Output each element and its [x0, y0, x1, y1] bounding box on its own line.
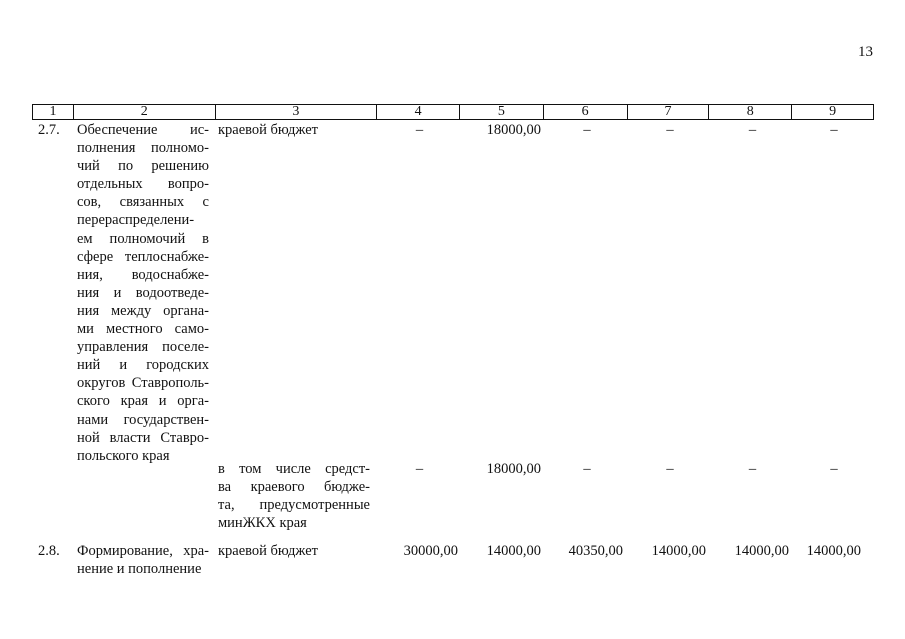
- header-col-7: 7: [627, 105, 709, 119]
- header-col-5: 5: [459, 105, 543, 119]
- row-name: [77, 542, 209, 578]
- value-col-4: 30000,00: [403, 543, 458, 559]
- row-name-line: ния и водоотведе-: [77, 284, 209, 301]
- value-col-6: 40350,00: [568, 543, 623, 559]
- row-name-line: нение и пополнение: [77, 561, 202, 578]
- row-name-line: сфере теплоснабже-: [77, 248, 209, 265]
- header-col-8: 8: [708, 105, 791, 119]
- header-col-4: 4: [376, 105, 459, 119]
- row-name-line: нами государствен-: [77, 411, 209, 428]
- value-col-7: 14000,00: [651, 543, 706, 559]
- row-name-line: Формирование, хра-: [77, 543, 209, 559]
- row-name-line: ского края и орга-: [77, 393, 209, 410]
- row-number: 2.7.: [38, 122, 60, 138]
- row-name-line: сов, связанных с: [77, 194, 209, 211]
- row-name-line: ния, водоснабже-: [77, 266, 209, 283]
- header-col-3: 3: [215, 105, 377, 119]
- header-col-1: 1: [49, 104, 57, 119]
- row-name-line: ний и городских: [77, 357, 209, 374]
- row-source: краевой бюджет: [218, 543, 318, 559]
- source-detail-line: та, предусмотренные: [218, 497, 370, 514]
- row-source: краевой бюджет: [218, 122, 318, 138]
- row-name: [77, 121, 209, 465]
- row-name-line: польского края: [77, 447, 170, 464]
- row-name-line: Обеспечение ис-: [77, 122, 209, 138]
- value-col-8: –: [748, 461, 757, 477]
- value-col-6: –: [583, 122, 591, 138]
- value-col-7: –: [666, 122, 674, 138]
- value-col-4: –: [415, 461, 424, 477]
- row-name-line: округов Ставрополь-: [77, 375, 209, 392]
- source-detail-line: минЖКХ края: [218, 515, 307, 532]
- row-name-line: ем полномочий в: [77, 230, 209, 247]
- value-col-8: 14000,00: [734, 543, 789, 559]
- row-name-line: отдельных вопро-: [77, 176, 209, 193]
- row-name-line: чий по решению: [77, 158, 209, 175]
- value-col-5: 14000,00: [486, 543, 541, 559]
- value-col-7: –: [666, 461, 674, 477]
- source-detail-line: ва краевого бюдже-: [218, 479, 370, 496]
- value-col-5: 18000,00: [486, 122, 541, 138]
- value-col-4: –: [415, 122, 424, 138]
- source-detail-line: в том числе средст-: [218, 461, 370, 477]
- header-col-6: 6: [543, 105, 627, 119]
- value-col-9: –: [830, 461, 838, 477]
- value-col-5: 18000,00: [486, 461, 541, 477]
- page-number: 13: [858, 44, 873, 60]
- row-source-detail: [218, 460, 370, 532]
- value-col-8: –: [748, 122, 757, 138]
- table-header-row: [32, 104, 874, 120]
- row-name-line: перераспределени-: [77, 212, 195, 229]
- value-col-9: –: [830, 122, 838, 138]
- row-name-line: полнения полномо-: [77, 140, 209, 157]
- value-col-9: 14000,00: [806, 543, 861, 559]
- header-col-9: 9: [791, 105, 873, 119]
- row-name-line: ной власти Ставро-: [77, 429, 209, 446]
- row-number: 2.8.: [38, 543, 60, 559]
- header-col-2: 2: [73, 105, 215, 119]
- row-name-line: ми местного само-: [77, 321, 209, 338]
- row-name-line: ния между органа-: [77, 302, 209, 319]
- value-col-6: –: [583, 461, 591, 477]
- row-name-line: управления поселе-: [77, 339, 209, 356]
